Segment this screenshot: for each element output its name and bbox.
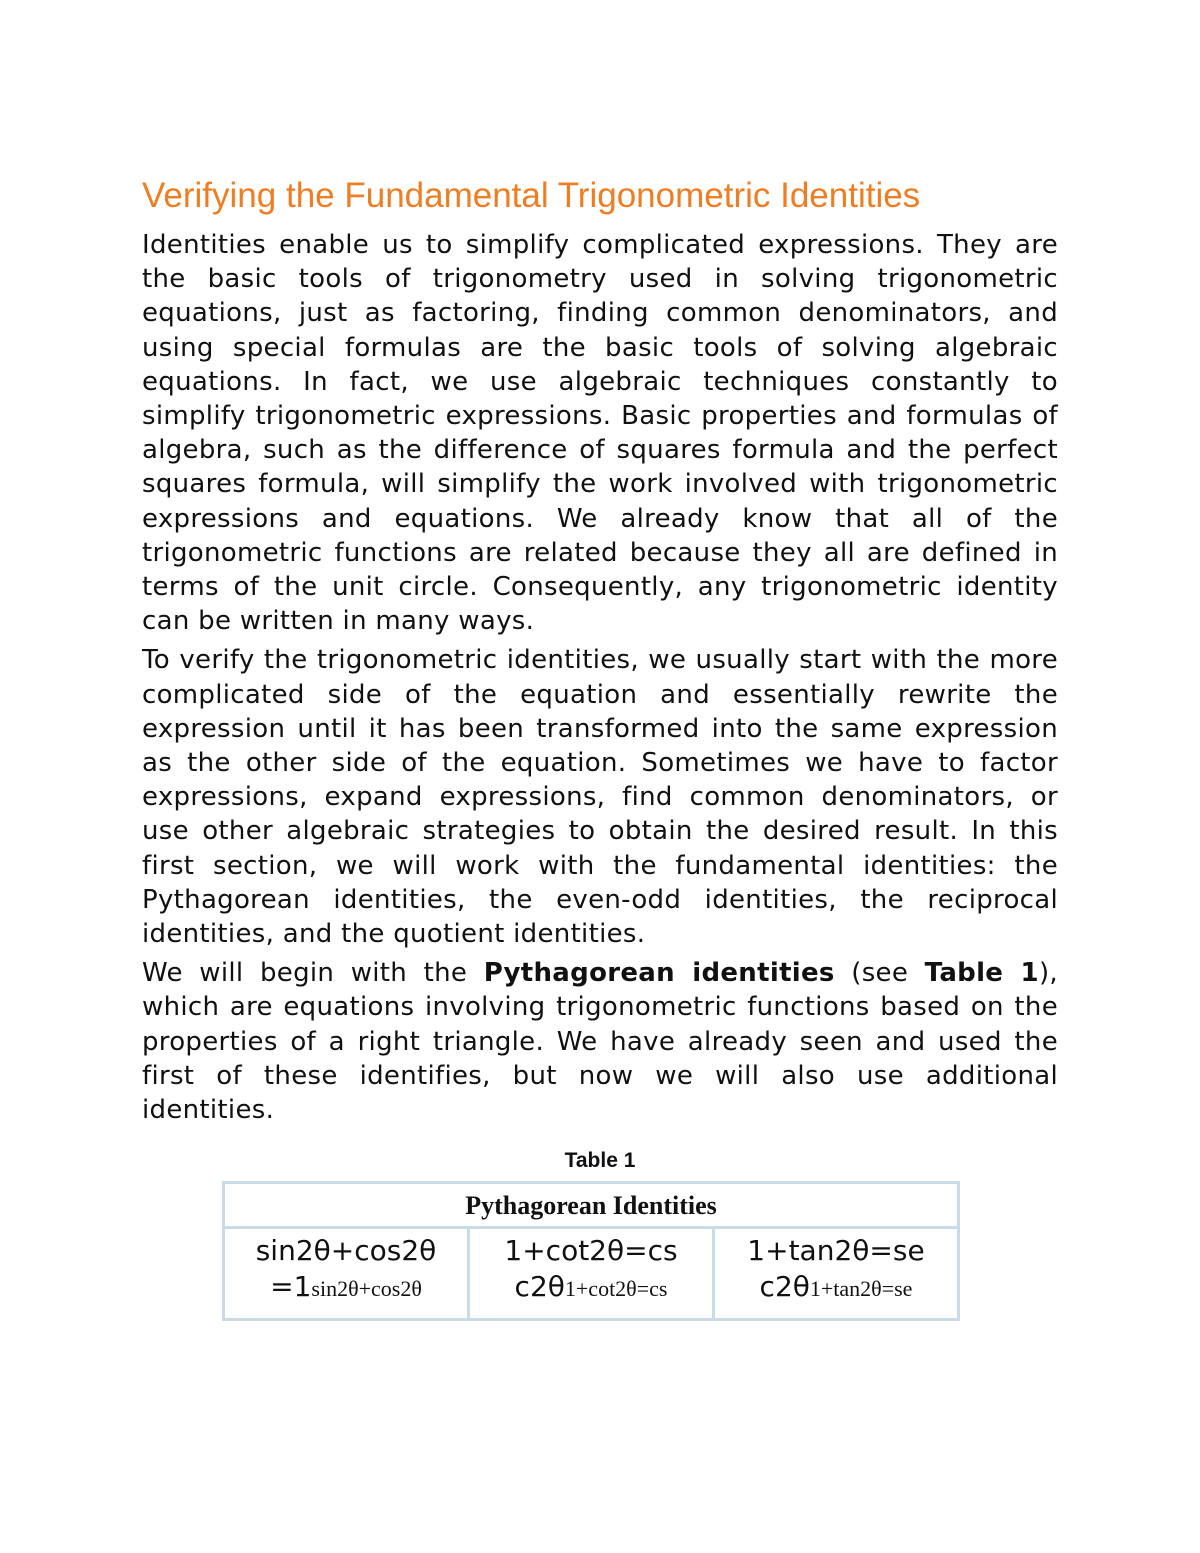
identity-line-1: 1+tan2θ=se [747,1234,925,1268]
identity-line-2-main: =1 [270,1270,312,1304]
identity-line-2 [231,1269,461,1310]
identity-cell-sin-cos [224,1228,469,1320]
identity-line-2-overlay: 1+cot2θ=cs [564,1276,668,1302]
paragraph-text-middle: (see [834,958,925,989]
identity-cell-tan-sec [714,1228,959,1320]
document-page [142,172,1058,1321]
identity-line-2-overlay: 1+tan2θ=se [809,1276,913,1302]
identity-line-2-main: c2θ [759,1270,810,1304]
paragraph-text-after: ), which are equations involving trigonometric functions based on the properties of a right triangle. We have already seen and used the first of these identifies, but now we will also use additional identities. [142,958,1058,1126]
pythagorean-identities-term: Pythagorean identities [483,958,835,989]
table-reference: Table 1 [924,958,1039,989]
paragraph-pythagorean [142,956,1058,1127]
identity-line-2-main: c2θ [514,1270,565,1304]
pythagorean-identities-table [222,1181,960,1321]
identity-line-2 [721,1269,951,1310]
table-header: Pythagorean Identities [224,1183,959,1228]
paragraph-verify: To verify the trigonometric identities, we usually start with the more complicated side of the equation and essentially rewrite the expression until it has been transformed into the same expression as the other side of the equation. Sometimes we have to factor expressions, expand expressions, find common denominators, or use other algebraic strategies to obtain the desired result. In this first section, we will work with the fundamental identities: the Pythagorean identities, the even-odd identities, the reciprocal identities, and the quotient identities. [142,645,1058,950]
table-caption: Table 1 [564,1149,636,1173]
table-row [224,1228,959,1320]
document-title: Verifying the Fundamental Trigonometric Identities [142,176,921,215]
table-header-row [224,1183,959,1228]
identity-line-2-overlay: sin2θ+cos2θ [311,1276,422,1302]
identity-line-1: sin2θ+cos2θ [255,1234,437,1268]
paragraph-intro: Identities enable us to simplify complicated expressions. They are the basic tools of trigonometry used in solving trigonometric equations, just as factoring, finding common denominators, and using special formulas are the basic tools of solving algebraic equations. In fact, we use algebraic techniques constantly to simplify trigonometric expressions. Basic properties and formulas of algebra, such as the difference of squares formula and the perfect squares formula, will simplify the work involved with trigonometric expressions and equations. We already know that all of the trigonometric functions are related because they all are defined in terms of the unit circle. Consequently, any trigonometric identity can be written in many ways. [142,230,1058,637]
identity-cell-cot-csc [469,1228,714,1320]
identity-line-1: 1+cot2θ=cs [504,1234,678,1268]
identity-line-2 [476,1269,706,1310]
paragraph-text-before: We will begin with the [142,958,484,989]
